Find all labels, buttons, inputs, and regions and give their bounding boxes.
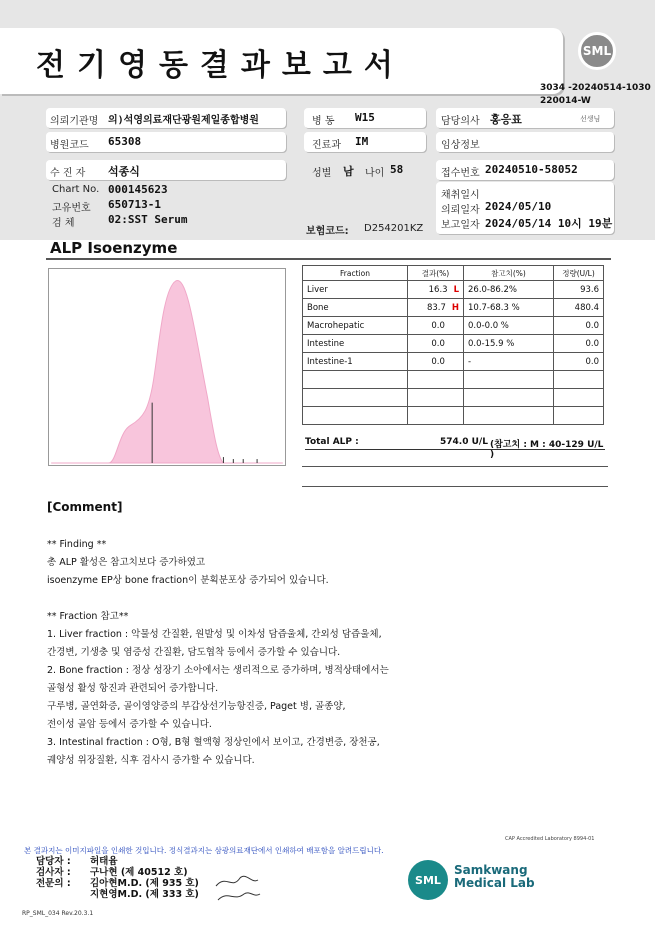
comment-body: ** Finding ** 총 ALP 활성은 참고치보다 증가하였고 isoenzyme EP상 bone fraction이 분획분포상 증가되어 있습니다. ** Fraction 참고** 1. Liver fraction : 악물성 간질환, 원발성 및 이차성 담즙울체, 간외성 담즙울체, 간경변, 기생충 및 염증성 간질환, 담도협착 등에서 증가할 수 있습니다. 2. Bone fraction : 정상 성장기 소아에서는 생리적으로 증가하며, 병적상태에서는 골형성 활성 항진과 관련되어 증가합니다. 구루병, 골연화증, 골이영양증의 부갑상선기능항진증, Paget 병, 골종양, 전이성 골암 등에서 증가할 수 있습니다. 3. Intestinal fraction : O형, B형 혈액형 정상인에서 보이고, 간경변증, 장천공, 궤양성 위장질환, 식후 검사시 증가할 수 있습니다.: [47, 539, 389, 766]
institution-label: 의뢰기관명: [50, 116, 99, 127]
total-alp: Total ALP : 574.0 U/L (참고치 : M : 40-129 U/L ): [305, 437, 604, 460]
unique-number: 650713-1: [108, 198, 161, 211]
footer-note: 본 결과지는 이미지파일을 인쇄한 것입니다. 정식결과지는 삼광의료재단에서 인쇄하여 배포함을 알려드립니다.: [24, 846, 384, 855]
result-table: Fraction 결과(%) 참고치(%) 정량(U/L) Liver 16.3 L 26.0-86.2% 93.6 Bone 83.7 H 10.7-68.3 % 480.4 Macrohepatic 0.0 0.0-0.0 % 0.0 Intestine 0.0 0.0-15.9 % 0.0 Intestine-1 0.0 - 0.0: [302, 265, 604, 425]
report-date: 2024/05/14 10시 19분: [485, 217, 613, 230]
specimen: 02:SST Serum: [108, 213, 188, 226]
electrophoresis-curve: [51, 280, 283, 463]
signature-icon: [212, 868, 262, 904]
report-title: 전기영동결과보고서: [36, 48, 405, 83]
institution: 의)석영의료재단광원제일종합병원: [108, 115, 259, 126]
flag-high: H: [451, 302, 459, 313]
comment-title: [Comment]: [47, 500, 123, 514]
sml-footer-logo-icon: SML: [408, 860, 448, 900]
electrophoresis-graph: [48, 268, 286, 466]
section-title: ALP Isoenzyme: [50, 239, 178, 257]
table-row: Liver 16.3 L 26.0-86.2% 93.6: [303, 281, 604, 299]
sex: 남: [343, 165, 354, 178]
table-row: Macrohepatic 0.0 0.0-0.0 % 0.0: [303, 317, 604, 335]
table-row: Intestine 0.0 0.0-15.9 % 0.0: [303, 335, 604, 353]
ward: W15: [355, 111, 375, 124]
patient-name: 석종식: [108, 165, 140, 178]
flag-low: L: [453, 284, 459, 295]
age: 58: [390, 163, 404, 176]
insurance-code: D254201KZ: [364, 223, 424, 234]
sml-logo-icon: SML: [578, 32, 616, 70]
table-row: Bone 83.7 H 10.7-68.3 % 480.4: [303, 299, 604, 317]
doctor: 홍응표: [490, 113, 522, 126]
hospital-code: 65308: [108, 135, 142, 148]
department: IM: [355, 135, 369, 148]
table-row: Intestine-1 0.0 - 0.0: [303, 353, 604, 371]
report-footer: CAP Accredited Laboratory 8994-01 본 결과지는 이미지파일을 인쇄한 것입니다. 정식결과지는 삼광의료재단에서 인쇄하여 배포함을 알려드립니다. 담당자 : 허태윰 검사자 : 구나현 (제 40512 호) 전문의 : 김아현M.D. (제 935 호) 지현영M.D. (제 333 호) SML Samkwang Medical Lab RP_SML_034 Rev.20.3.1: [22, 836, 595, 917]
request-date: 2024/05/10: [485, 200, 552, 213]
form-code: RP_SML_034 Rev.20.3.1: [22, 910, 94, 917]
document-number: 3034 -20240514-1030 220014-W: [540, 83, 651, 106]
chart-number: 000145623: [108, 183, 168, 196]
reception-number: 20240510-58052: [485, 163, 578, 176]
